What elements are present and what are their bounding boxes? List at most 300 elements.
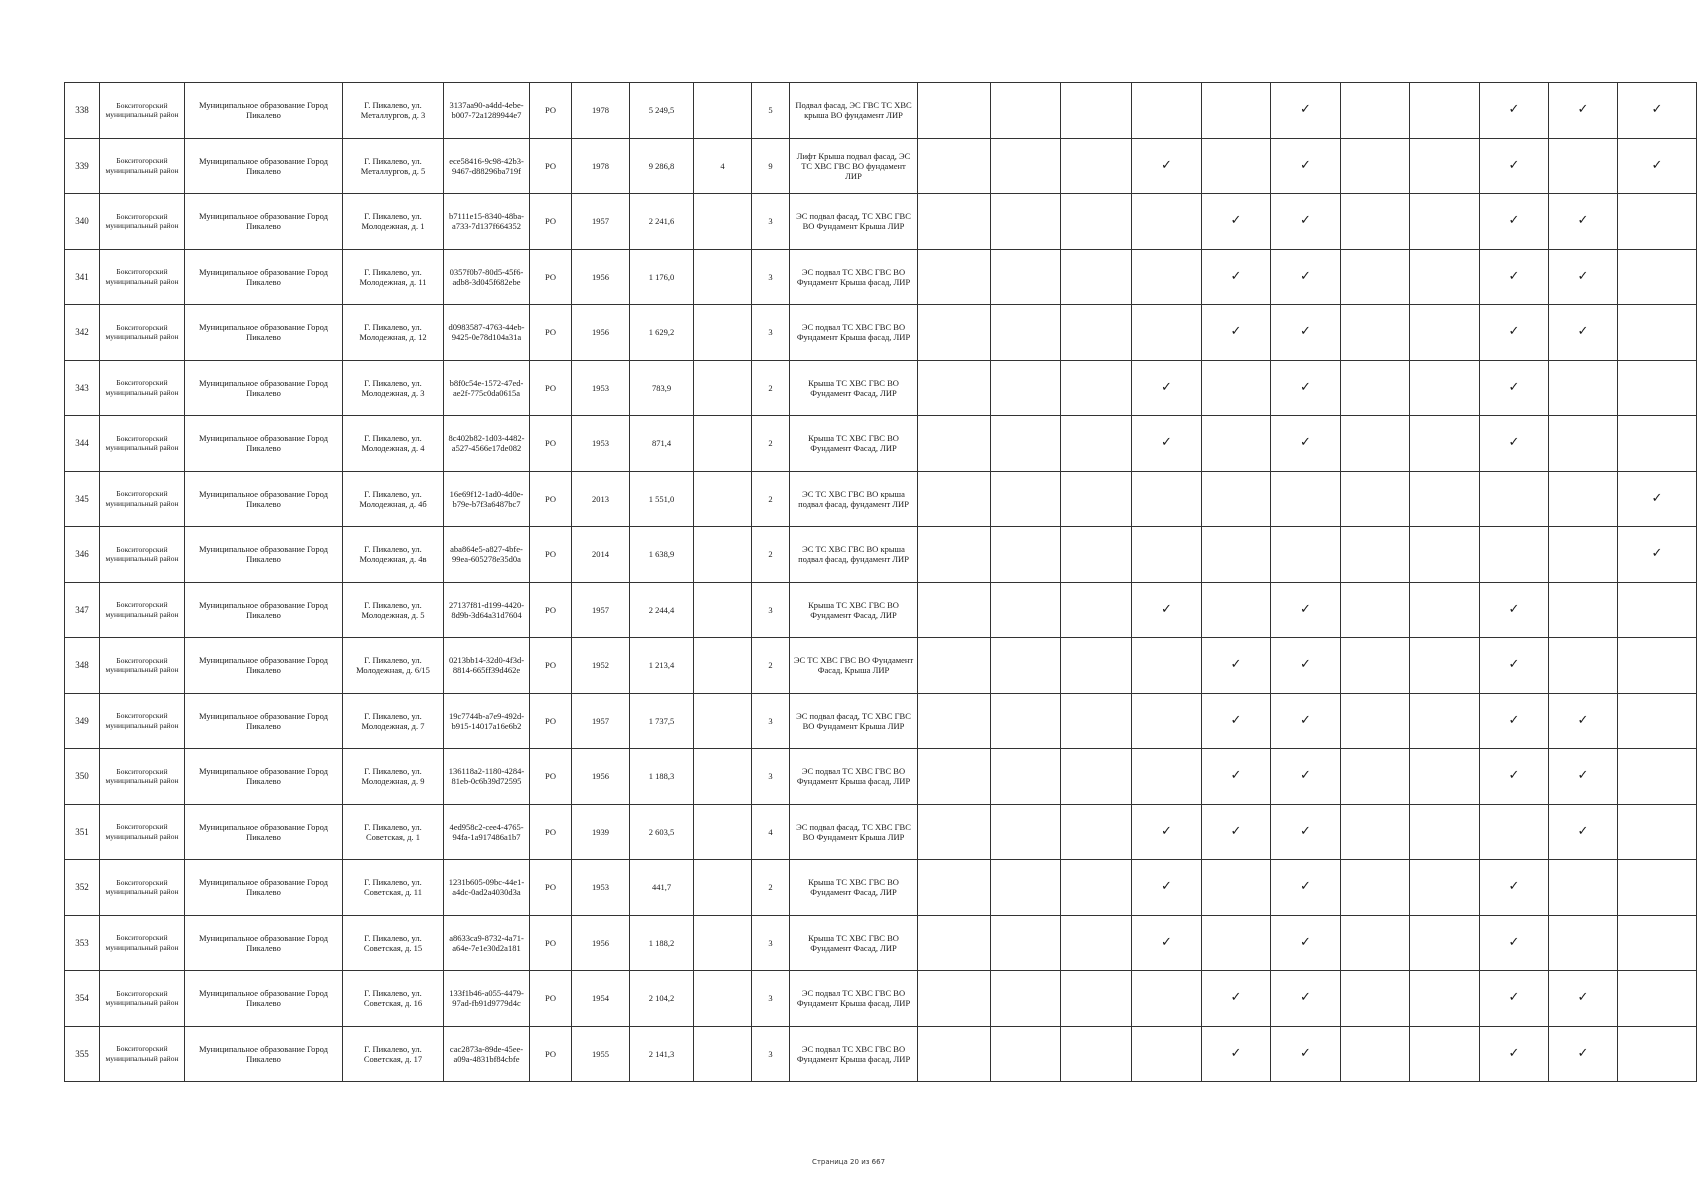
- work-check-cell-10: [1549, 305, 1618, 361]
- house-guid-cell: cac2873a-89de-45ee-a09a-4831bf84cbfe: [444, 1026, 530, 1082]
- check-mark-icon: ✓: [1651, 546, 1663, 562]
- work-check-cell-5: [1202, 471, 1271, 527]
- work-check-cell-10: [1549, 194, 1618, 250]
- work-check-cell-8: [1410, 83, 1480, 139]
- work-check-cell-1: [918, 860, 991, 916]
- work-check-cell-9: [1480, 527, 1549, 583]
- work-check-cell-10: [1549, 527, 1618, 583]
- district-cell: Бокситогорский муниципальный район: [100, 749, 185, 805]
- work-check-cell-4: [1132, 582, 1202, 638]
- works-list-cell: ЭС подвал фасад, ТС ХВС ГВС ВО Фундамент Крыша ЛИР: [790, 804, 918, 860]
- work-check-cell-11: [1618, 860, 1697, 916]
- check-mark-icon: ✓: [1508, 435, 1520, 451]
- work-check-cell-11: [1618, 1026, 1697, 1082]
- district-cell: Бокситогорский муниципальный район: [100, 194, 185, 250]
- work-check-cell-10: [1549, 804, 1618, 860]
- table-row: [65, 360, 1697, 416]
- work-check-cell-1: [918, 638, 991, 694]
- build-year-cell: 1957: [572, 194, 630, 250]
- check-mark-icon: ✓: [1577, 823, 1589, 839]
- house-guid-cell: b7111e15-8340-48ba-a733-7d137f664352: [444, 194, 530, 250]
- work-check-cell-7: [1341, 971, 1410, 1027]
- work-check-cell-11: [1618, 749, 1697, 805]
- work-check-cell-3: [1061, 527, 1132, 583]
- check-mark-icon: ✓: [1508, 657, 1520, 673]
- check-mark-icon: ✓: [1300, 712, 1311, 728]
- work-check-cell-5: [1202, 305, 1271, 361]
- table-row: [65, 249, 1697, 305]
- work-check-cell-3: [1061, 804, 1132, 860]
- fund-form-cell: РО: [530, 471, 572, 527]
- works-list-cell: ЭС подвал фасад, ТС ХВС ГВС ВО Фундамент Крыша ЛИР: [790, 693, 918, 749]
- work-check-cell-10: [1549, 693, 1618, 749]
- work-check-cell-5: [1202, 1026, 1271, 1082]
- works-count-cell: 3: [752, 1026, 790, 1082]
- row-number: 353: [65, 915, 100, 971]
- work-check-cell-7: [1341, 471, 1410, 527]
- work-check-cell-2: [991, 305, 1061, 361]
- municipality-cell: Муниципальное образование Город Пикалево: [185, 83, 343, 139]
- works-list-cell: ЭС подвал ТС ХВС ГВС ВО Фундамент Крыша фасад, ЛИР: [790, 249, 918, 305]
- check-mark-icon: ✓: [1577, 768, 1589, 784]
- work-check-cell-9: [1480, 471, 1549, 527]
- works-list-cell: Крыша ТС ХВС ГВС ВО Фундамент Фасад, ЛИР: [790, 915, 918, 971]
- check-mark-icon: ✓: [1508, 324, 1520, 340]
- check-mark-icon: ✓: [1577, 1045, 1589, 1061]
- district-cell: Бокситогорский муниципальный район: [100, 971, 185, 1027]
- work-check-cell-1: [918, 416, 991, 472]
- municipality-cell: Муниципальное образование Город Пикалево: [185, 804, 343, 860]
- lifts-count-cell: [694, 360, 752, 416]
- work-check-cell-7: [1341, 194, 1410, 250]
- work-check-cell-1: [918, 1026, 991, 1082]
- works-count-cell: 3: [752, 693, 790, 749]
- check-mark-icon: ✓: [1577, 324, 1589, 340]
- work-check-cell-8: [1410, 138, 1480, 194]
- municipality-cell: Муниципальное образование Город Пикалево: [185, 860, 343, 916]
- table-row: [65, 1026, 1697, 1082]
- house-guid-cell: a8633ca9-8732-4a71-a64e-7e1e30d2a181: [444, 915, 530, 971]
- work-check-cell-9: [1480, 416, 1549, 472]
- work-check-cell-1: [918, 749, 991, 805]
- work-check-cell-3: [1061, 693, 1132, 749]
- work-check-cell-11: [1618, 249, 1697, 305]
- work-check-cell-1: [918, 471, 991, 527]
- work-check-cell-2: [991, 693, 1061, 749]
- build-year-cell: 1953: [572, 416, 630, 472]
- work-check-cell-4: [1132, 860, 1202, 916]
- municipality-cell: Муниципальное образование Город Пикалево: [185, 693, 343, 749]
- municipality-cell: Муниципальное образование Город Пикалево: [185, 915, 343, 971]
- row-number: 338: [65, 83, 100, 139]
- area-cell: 2 104,2: [630, 971, 694, 1027]
- fund-form-cell: РО: [530, 416, 572, 472]
- municipality-cell: Муниципальное образование Город Пикалево: [185, 527, 343, 583]
- page-footer: Страница 20 из 667: [811, 1158, 886, 1166]
- check-mark-icon: ✓: [1508, 157, 1520, 173]
- work-check-cell-4: [1132, 971, 1202, 1027]
- house-guid-cell: 3137aa90-a4dd-4ebe-b007-72a1289944e7: [444, 83, 530, 139]
- row-number: 344: [65, 416, 100, 472]
- works-count-cell: 3: [752, 749, 790, 805]
- work-check-cell-6: [1271, 749, 1341, 805]
- work-check-cell-4: [1132, 804, 1202, 860]
- check-mark-icon: ✓: [1230, 324, 1242, 340]
- work-check-cell-5: [1202, 749, 1271, 805]
- work-check-cell-10: [1549, 471, 1618, 527]
- check-mark-icon: ✓: [1651, 102, 1663, 118]
- address-cell: Г. Пикалево, ул. Молодежная, д. 7: [343, 693, 444, 749]
- work-check-cell-3: [1061, 1026, 1132, 1082]
- check-mark-icon: ✓: [1577, 268, 1589, 284]
- area-cell: 1 638,9: [630, 527, 694, 583]
- district-cell: Бокситогорский муниципальный район: [100, 860, 185, 916]
- work-check-cell-11: [1618, 971, 1697, 1027]
- work-check-cell-7: [1341, 138, 1410, 194]
- fund-form-cell: РО: [530, 194, 572, 250]
- works-count-cell: 2: [752, 527, 790, 583]
- work-check-cell-8: [1410, 804, 1480, 860]
- works-list-cell: Лифт Крыша подвал фасад, ЭС ТС ХВС ГВС ВО фундамент ЛИР: [790, 138, 918, 194]
- work-check-cell-4: [1132, 416, 1202, 472]
- work-check-cell-4: [1132, 527, 1202, 583]
- work-check-cell-5: [1202, 915, 1271, 971]
- build-year-cell: 1952: [572, 638, 630, 694]
- district-cell: Бокситогорский муниципальный район: [100, 249, 185, 305]
- work-check-cell-2: [991, 804, 1061, 860]
- work-check-cell-6: [1271, 138, 1341, 194]
- build-year-cell: 1956: [572, 749, 630, 805]
- work-check-cell-6: [1271, 860, 1341, 916]
- table-row: [65, 527, 1697, 583]
- work-check-cell-2: [991, 416, 1061, 472]
- works-list-cell: ЭС подвал ТС ХВС ГВС ВО Фундамент Крыша фасад, ЛИР: [790, 305, 918, 361]
- work-check-cell-8: [1410, 527, 1480, 583]
- work-check-cell-11: [1618, 416, 1697, 472]
- works-list-cell: ЭС подвал ТС ХВС ГВС ВО Фундамент Крыша фасад, ЛИР: [790, 749, 918, 805]
- area-cell: 1 176,0: [630, 249, 694, 305]
- area-cell: 2 241,6: [630, 194, 694, 250]
- table-row: [65, 693, 1697, 749]
- table-row: [65, 305, 1697, 361]
- work-check-cell-10: [1549, 638, 1618, 694]
- works-count-cell: 3: [752, 582, 790, 638]
- work-check-cell-1: [918, 83, 991, 139]
- work-check-cell-6: [1271, 471, 1341, 527]
- work-check-cell-1: [918, 971, 991, 1027]
- check-mark-icon: ✓: [1508, 879, 1520, 895]
- work-check-cell-5: [1202, 971, 1271, 1027]
- check-mark-icon: ✓: [1230, 657, 1242, 673]
- area-cell: 871,4: [630, 416, 694, 472]
- build-year-cell: 2014: [572, 527, 630, 583]
- check-mark-icon: ✓: [1300, 879, 1311, 895]
- work-check-cell-1: [918, 194, 991, 250]
- work-check-cell-9: [1480, 638, 1549, 694]
- build-year-cell: 1956: [572, 915, 630, 971]
- row-number: 347: [65, 582, 100, 638]
- work-check-cell-10: [1549, 249, 1618, 305]
- work-check-cell-7: [1341, 860, 1410, 916]
- work-check-cell-5: [1202, 416, 1271, 472]
- work-check-cell-4: [1132, 83, 1202, 139]
- table-row: [65, 83, 1697, 139]
- check-mark-icon: ✓: [1300, 601, 1311, 617]
- table-row: [65, 416, 1697, 472]
- work-check-cell-4: [1132, 305, 1202, 361]
- works-count-cell: 2: [752, 638, 790, 694]
- fund-form-cell: РО: [530, 138, 572, 194]
- house-guid-cell: 19c7744b-a7e9-492d-b915-14017a16e6b2: [444, 693, 530, 749]
- work-check-cell-7: [1341, 915, 1410, 971]
- municipality-cell: Муниципальное образование Город Пикалево: [185, 249, 343, 305]
- address-cell: Г. Пикалево, ул. Советская, д. 1: [343, 804, 444, 860]
- work-check-cell-8: [1410, 971, 1480, 1027]
- work-check-cell-3: [1061, 194, 1132, 250]
- row-number: 346: [65, 527, 100, 583]
- work-check-cell-1: [918, 527, 991, 583]
- work-check-cell-10: [1549, 971, 1618, 1027]
- check-mark-icon: ✓: [1300, 379, 1311, 395]
- area-cell: 9 286,8: [630, 138, 694, 194]
- works-list-cell: ЭС подвал ТС ХВС ГВС ВО Фундамент Крыша фасад, ЛИР: [790, 1026, 918, 1082]
- build-year-cell: 1956: [572, 305, 630, 361]
- work-check-cell-4: [1132, 249, 1202, 305]
- municipality-cell: Муниципальное образование Город Пикалево: [185, 360, 343, 416]
- work-check-cell-6: [1271, 638, 1341, 694]
- check-mark-icon: ✓: [1300, 324, 1311, 340]
- house-guid-cell: b8f0c54e-1572-47ed-ae2f-775c0da0615a: [444, 360, 530, 416]
- work-check-cell-1: [918, 138, 991, 194]
- district-cell: Бокситогорский муниципальный район: [100, 915, 185, 971]
- house-guid-cell: 4ed958c2-cee4-4765-94fa-1a917486a1b7: [444, 804, 530, 860]
- lifts-count-cell: [694, 527, 752, 583]
- work-check-cell-6: [1271, 693, 1341, 749]
- work-check-cell-7: [1341, 360, 1410, 416]
- fund-form-cell: РО: [530, 83, 572, 139]
- district-cell: Бокситогорский муниципальный район: [100, 83, 185, 139]
- fund-form-cell: РО: [530, 249, 572, 305]
- check-mark-icon: ✓: [1577, 712, 1589, 728]
- district-cell: Бокситогорский муниципальный район: [100, 360, 185, 416]
- works-count-cell: 3: [752, 249, 790, 305]
- work-check-cell-7: [1341, 249, 1410, 305]
- address-cell: Г. Пикалево, ул. Советская, д. 17: [343, 1026, 444, 1082]
- works-list-cell: ЭС ТС ХВС ГВС ВО крыша подвал фасад, фундамент ЛИР: [790, 471, 918, 527]
- check-mark-icon: ✓: [1230, 990, 1242, 1006]
- work-check-cell-6: [1271, 360, 1341, 416]
- work-check-cell-3: [1061, 416, 1132, 472]
- area-cell: 1 737,5: [630, 693, 694, 749]
- area-cell: 2 141,3: [630, 1026, 694, 1082]
- works-list-cell: ЭС подвал фасад, ТС ХВС ГВС ВО Фундамент Крыша ЛИР: [790, 194, 918, 250]
- municipality-cell: Муниципальное образование Город Пикалево: [185, 471, 343, 527]
- municipality-cell: Муниципальное образование Город Пикалево: [185, 194, 343, 250]
- work-check-cell-11: [1618, 138, 1697, 194]
- work-check-cell-7: [1341, 638, 1410, 694]
- lifts-count-cell: [694, 249, 752, 305]
- lifts-count-cell: [694, 471, 752, 527]
- lifts-count-cell: [694, 749, 752, 805]
- work-check-cell-10: [1549, 360, 1618, 416]
- work-check-cell-2: [991, 83, 1061, 139]
- check-mark-icon: ✓: [1161, 157, 1172, 173]
- address-cell: Г. Пикалево, ул. Советская, д. 15: [343, 915, 444, 971]
- work-check-cell-5: [1202, 860, 1271, 916]
- works-count-cell: 3: [752, 194, 790, 250]
- address-cell: Г. Пикалево, ул. Молодежная, д. 6/15: [343, 638, 444, 694]
- check-mark-icon: ✓: [1161, 823, 1172, 839]
- check-mark-icon: ✓: [1508, 379, 1520, 395]
- fund-form-cell: РО: [530, 915, 572, 971]
- lifts-count-cell: [694, 915, 752, 971]
- work-check-cell-5: [1202, 360, 1271, 416]
- work-check-cell-2: [991, 138, 1061, 194]
- area-cell: 2 244,4: [630, 582, 694, 638]
- area-cell: 1 188,2: [630, 915, 694, 971]
- fund-form-cell: РО: [530, 305, 572, 361]
- work-check-cell-4: [1132, 749, 1202, 805]
- works-list-cell: Подвал фасад, ЭС ГВС ТС ХВС крыша ВО фундамент ЛИР: [790, 83, 918, 139]
- works-count-cell: 2: [752, 471, 790, 527]
- check-mark-icon: ✓: [1230, 712, 1242, 728]
- work-check-cell-9: [1480, 194, 1549, 250]
- check-mark-icon: ✓: [1508, 990, 1520, 1006]
- work-check-cell-9: [1480, 582, 1549, 638]
- work-check-cell-2: [991, 249, 1061, 305]
- work-check-cell-8: [1410, 582, 1480, 638]
- work-check-cell-10: [1549, 860, 1618, 916]
- work-check-cell-2: [991, 1026, 1061, 1082]
- work-check-cell-7: [1341, 527, 1410, 583]
- work-check-cell-6: [1271, 416, 1341, 472]
- row-number: 341: [65, 249, 100, 305]
- check-mark-icon: ✓: [1300, 157, 1311, 173]
- work-check-cell-3: [1061, 305, 1132, 361]
- fund-form-cell: РО: [530, 582, 572, 638]
- municipality-cell: Муниципальное образование Город Пикалево: [185, 582, 343, 638]
- work-check-cell-4: [1132, 360, 1202, 416]
- lifts-count-cell: [694, 638, 752, 694]
- work-check-cell-4: [1132, 1026, 1202, 1082]
- check-mark-icon: ✓: [1300, 435, 1311, 451]
- row-number: 342: [65, 305, 100, 361]
- work-check-cell-11: [1618, 693, 1697, 749]
- work-check-cell-11: [1618, 915, 1697, 971]
- fund-form-cell: РО: [530, 1026, 572, 1082]
- house-guid-cell: ece58416-9c98-42b3-9467-d88296ba719f: [444, 138, 530, 194]
- work-check-cell-11: [1618, 527, 1697, 583]
- check-mark-icon: ✓: [1508, 1045, 1520, 1061]
- build-year-cell: 1978: [572, 138, 630, 194]
- check-mark-icon: ✓: [1508, 213, 1520, 229]
- table-row: [65, 860, 1697, 916]
- district-cell: Бокситогорский муниципальный район: [100, 471, 185, 527]
- municipality-cell: Муниципальное образование Город Пикалево: [185, 749, 343, 805]
- table-row: [65, 915, 1697, 971]
- work-check-cell-1: [918, 693, 991, 749]
- work-check-cell-2: [991, 749, 1061, 805]
- check-mark-icon: ✓: [1508, 712, 1520, 728]
- area-cell: 441,7: [630, 860, 694, 916]
- work-check-cell-9: [1480, 804, 1549, 860]
- row-number: 345: [65, 471, 100, 527]
- address-cell: Г. Пикалево, ул. Молодежная, д. 1: [343, 194, 444, 250]
- check-mark-icon: ✓: [1230, 768, 1242, 784]
- row-number: 352: [65, 860, 100, 916]
- work-check-cell-2: [991, 915, 1061, 971]
- work-check-cell-7: [1341, 1026, 1410, 1082]
- municipality-cell: Муниципальное образование Город Пикалево: [185, 305, 343, 361]
- fund-form-cell: РО: [530, 693, 572, 749]
- work-check-cell-7: [1341, 83, 1410, 139]
- check-mark-icon: ✓: [1508, 934, 1520, 950]
- address-cell: Г. Пикалево, ул. Молодежная, д. 12: [343, 305, 444, 361]
- work-check-cell-5: [1202, 693, 1271, 749]
- work-check-cell-9: [1480, 249, 1549, 305]
- check-mark-icon: ✓: [1161, 934, 1172, 950]
- build-year-cell: 1939: [572, 804, 630, 860]
- work-check-cell-1: [918, 582, 991, 638]
- work-check-cell-3: [1061, 860, 1132, 916]
- address-cell: Г. Пикалево, ул. Металлургов, д. 3: [343, 83, 444, 139]
- register-body: [65, 83, 1697, 1082]
- address-cell: Г. Пикалево, ул. Советская, д. 16: [343, 971, 444, 1027]
- check-mark-icon: ✓: [1300, 823, 1311, 839]
- address-cell: Г. Пикалево, ул. Советская, д. 11: [343, 860, 444, 916]
- work-check-cell-8: [1410, 693, 1480, 749]
- work-check-cell-11: [1618, 638, 1697, 694]
- work-check-cell-9: [1480, 915, 1549, 971]
- work-check-cell-5: [1202, 582, 1271, 638]
- work-check-cell-7: [1341, 416, 1410, 472]
- build-year-cell: 1953: [572, 360, 630, 416]
- municipality-cell: Муниципальное образование Город Пикалево: [185, 138, 343, 194]
- address-cell: Г. Пикалево, ул. Молодежная, д. 9: [343, 749, 444, 805]
- check-mark-icon: ✓: [1161, 879, 1172, 895]
- row-number: 349: [65, 693, 100, 749]
- work-check-cell-4: [1132, 138, 1202, 194]
- check-mark-icon: ✓: [1300, 934, 1311, 950]
- work-check-cell-8: [1410, 360, 1480, 416]
- table-row: [65, 971, 1697, 1027]
- work-check-cell-11: [1618, 305, 1697, 361]
- check-mark-icon: ✓: [1300, 990, 1311, 1006]
- row-number: 340: [65, 194, 100, 250]
- table-row: [65, 638, 1697, 694]
- area-cell: 1 629,2: [630, 305, 694, 361]
- check-mark-icon: ✓: [1300, 768, 1311, 784]
- check-mark-icon: ✓: [1300, 268, 1311, 284]
- work-check-cell-6: [1271, 527, 1341, 583]
- work-check-cell-3: [1061, 749, 1132, 805]
- works-count-cell: 3: [752, 305, 790, 361]
- build-year-cell: 1954: [572, 971, 630, 1027]
- lifts-count-cell: [694, 305, 752, 361]
- row-number: 351: [65, 804, 100, 860]
- table-row: [65, 194, 1697, 250]
- lifts-count-cell: [694, 1026, 752, 1082]
- area-cell: 1 551,0: [630, 471, 694, 527]
- work-check-cell-11: [1618, 83, 1697, 139]
- work-check-cell-5: [1202, 804, 1271, 860]
- work-check-cell-11: [1618, 360, 1697, 416]
- house-guid-cell: 1231b605-09bc-44e1-a4dc-0ad2a4030d3a: [444, 860, 530, 916]
- district-cell: Бокситогорский муниципальный район: [100, 527, 185, 583]
- house-guid-cell: aba864e5-a827-4bfe-99ea-605278e35d0a: [444, 527, 530, 583]
- lifts-count-cell: [694, 804, 752, 860]
- work-check-cell-7: [1341, 305, 1410, 361]
